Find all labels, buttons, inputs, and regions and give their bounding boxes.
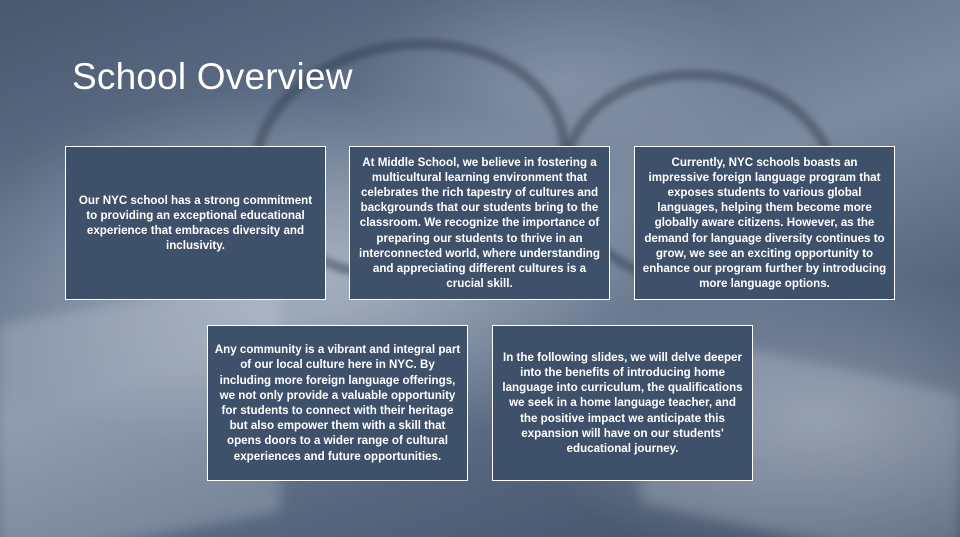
text-box-community: [207, 325, 468, 481]
text-box-content: Currently, NYC schools boasts an impressive foreign language program that exposes students to various global languages, helping them become more globally aware citizens. However, as the demand for language diversity continues to grow, we see an exciting opportunity to enhance our program further by introducing more language options.: [642, 155, 887, 291]
text-box-multicultural: [349, 146, 610, 300]
slide-title: School Overview: [72, 56, 353, 97]
text-box-content: Any community is a vibrant and integral part of our local culture here in NYC. By including more foreign language offerings, we not only provide a valuable opportunity for students to connect with their heritage but also empower them with a skill that opens doors to a wider range of cultural experiences and future opportunities.: [214, 343, 461, 463]
text-box-commitment: [65, 146, 326, 300]
text-box-following-slides: [492, 325, 753, 481]
text-box-content: Our NYC school has a strong commitment to providing an exceptional educational experience that embraces diversity and inclusivity.: [78, 193, 313, 253]
text-box-content: In the following slides, we will delve deeper into the benefits of introducing home language into curriculum, the qualifications we seek in a home language teacher, and the positive impact we anticipate this expansion will have on our students' educational journey.: [502, 350, 743, 455]
text-box-language-program: [634, 146, 895, 300]
text-box-content: At Middle School, we believe in fostering a multicultural learning environment that celebrates the rich tapestry of cultures and backgrounds that our students bring to the classroom. We recognize the importance of preparing our students to thrive in an interconnected world, where understanding and appreciating different cultures is a crucial skill.: [359, 155, 600, 291]
